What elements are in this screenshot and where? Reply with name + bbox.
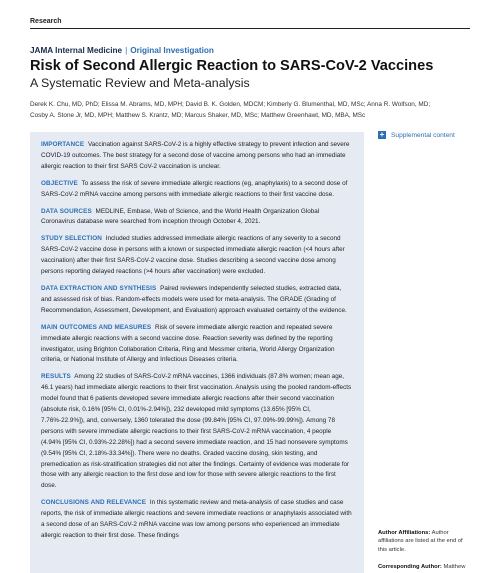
article-subtitle: A Systematic Review and Meta-analysis: [30, 76, 250, 90]
abstract-outcomes: [41, 323, 353, 367]
abstract-box: [30, 132, 364, 573]
abstract-data-sources: [41, 207, 353, 229]
section-heading: IMPORTANCE: [41, 141, 85, 148]
section-label: Research: [30, 18, 62, 25]
author-list: [30, 100, 470, 121]
abstract-results: [41, 372, 353, 492]
section-text: Vaccination against SARS-CoV-2 is a highly effective strategy to prevent infection and severe COVID-19 outcomes. The best strategy for a second dose of vaccine among persons who had an immediate allergic reaction to their first SARS CoV-2 vaccination is unclear.: [41, 141, 350, 170]
corresponding-label: Corresponding Author:: [378, 564, 442, 570]
abstract-importance: [41, 140, 353, 173]
corresponding-text: Matthew: [443, 564, 466, 570]
journal-separator: |: [125, 46, 128, 55]
section-text: In this systematic review and meta-analysis of case studies and case reports, the risk of immediate allergic reactions and severe immediate reactions or anaphylaxis associated with a second dose of an SARS-CoV-2 mRNA vaccine was low among persons who experienced an immediate allergic reaction to their first dose. These findings: [41, 499, 352, 539]
section-heading: MAIN OUTCOMES AND MEASURES: [41, 323, 152, 331]
abstract-objective: [41, 179, 353, 201]
abstract-data-extraction: [41, 284, 353, 317]
journal-line: [30, 46, 214, 55]
abstract-study-selection: [41, 234, 353, 278]
section-heading: RESULTS: [41, 373, 71, 381]
author-affiliations: [378, 529, 470, 554]
plus-icon: +: [379, 130, 385, 139]
author-line: Derek K. Chu, MD, PhD; Elissa M. Abrams, MD, MPH; David B. K. Golden, MDCM; Kimberly G. Blumenthal, MD, MSc; Anna R. Wolfson, MD;: [30, 101, 431, 108]
section-heading: OBJECTIVE: [41, 179, 78, 187]
article-type: Original Investigation: [130, 46, 214, 55]
section-text: MEDLINE, Embase, Web of Science, and the World Health Organization Global Coronavirus database were searched from inception through October 4, 2021.: [41, 207, 320, 226]
section-text: Included studies addressed immediate allergic reactions of any severity to a second SARS-CoV-2 vaccine dose in persons with a known or suspected immediate allergic reaction (<4 hours after vaccination) after their first SARS-CoV-2 vaccine dose. Studies describing a second vaccine dose among persons reporting delayed reactions (>4 hours after vaccination) were excluded.: [41, 235, 345, 276]
section-heading: DATA EXTRACTION AND SYNTHESIS: [41, 284, 157, 292]
journal-name: JAMA Internal Medicine: [30, 46, 123, 55]
section-text: Paired reviewers independently selected studies, extracted data, and assessed risk of bias. Random-effects models were used for meta-analysis. The GRADE (Grading of Recommendation, Assessment, Development, and Evaluation) approach evaluated certainty of the evidence.: [41, 284, 347, 314]
section-text: Risk of severe immediate allergic reaction and repeated severe immediate allergic reactions with a second vaccine dose. Reaction severity was defined by the reporting investigator, using Brighton Collaboration Criteria, Ring and Messmer criteria, World Allergy Organization criteria, or National Institute of Allergy and Infectious Diseases criteria.: [41, 323, 335, 364]
article-title: Risk of Second Allergic Reaction to SARS-CoV-2 Vaccines: [30, 58, 434, 74]
affiliations-label: Author Affiliations:: [378, 530, 431, 536]
supplemental-content-label: Supplemental content: [391, 131, 455, 139]
affiliations-text: Author affiliations are listed at the end of this article.: [378, 530, 463, 553]
supplemental-content-link[interactable]: [378, 131, 455, 139]
section-text: To assess the risk of severe immediate allergic reactions (eg, anaphylaxis) to a second dose of SARS-CoV-2 mRNA vaccine among persons with immediate allergic reactions to their first vaccine dose.: [41, 179, 348, 198]
section-heading: DATA SOURCES: [41, 207, 92, 215]
section-heading: CONCLUSIONS AND RELEVANCE: [41, 499, 147, 507]
author-line: Cosby A. Stone Jr, MD, MPH; Matthew S. Krantz, MD; Marcus Shaker, MD, MSc; Matthew Greenhawt, MD, MBA, MSc: [30, 111, 366, 119]
section-heading: STUDY SELECTION: [41, 235, 102, 243]
section-text: Among 22 studies of SARS-CoV-2 mRNA vaccines, 1366 individuals (87.8% women; mean age, 46.1 years) had immediate allergic reactions to their first vaccination. Analysis using the pooled random-effects model found that 6 patients developed severe immediate allergic reactions after their second vaccination (absolute risk, 0.16% [95% CI, 0.01%-2.94%]), 232 developed mild symptoms (13.65% [95% CI, 7.76%-22.9%]), and, conversely, 1360 tolerated the dose (99.84% [95% CI, 97.09%-99.99%]). Among 78 persons with severe immediate allergic reactions to their first SARS-CoV-2 mRNA vaccination, 4 people (4.94% [95% CI, 0.93%-22.28%]) had a second severe immediate reaction, and 15 had nonsevere symptoms (9.54% [95% CI, 2.18%-33.34%]). There were no deaths. Graded vaccine dosing, skin testing, and premedication as risk-stratification strategies did not alter the findings. Certainty of evidence was moderate for those with any allergic reaction to the first dose and low for those with severe allergic reactions to the first dose.: [41, 373, 352, 490]
corresponding-author: [378, 563, 470, 571]
abstract-conclusions: [41, 498, 353, 542]
header-rule: [30, 28, 470, 29]
